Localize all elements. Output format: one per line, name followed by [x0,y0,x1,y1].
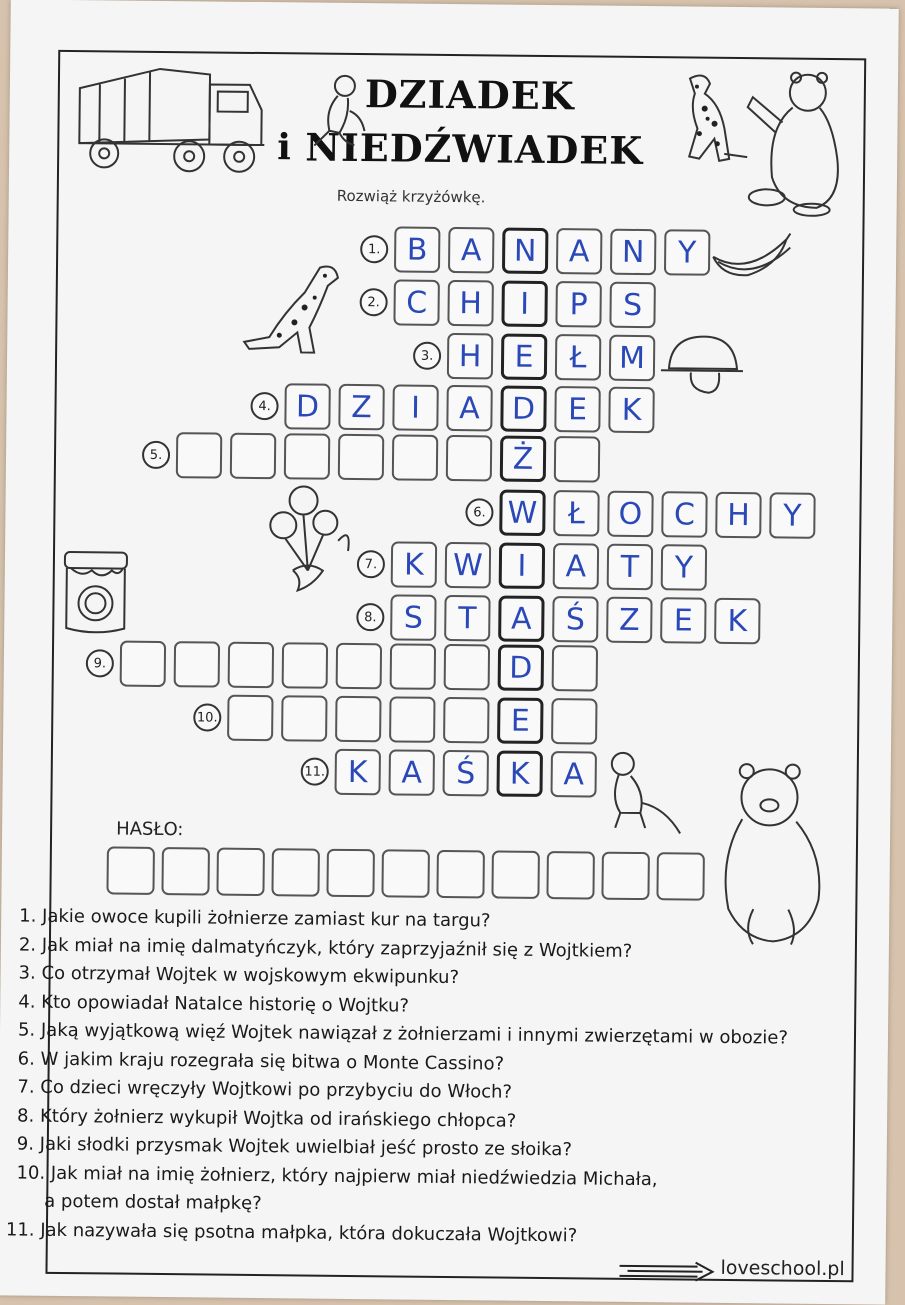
crossword-key-cell[interactable]: D [500,386,546,432]
clue-number: 1. [360,235,388,263]
clue-number: 11. [301,757,329,785]
crossword-cell[interactable]: M [609,335,655,381]
haslo-cell[interactable] [601,852,650,901]
title-prefix: i [277,126,293,169]
dalmatian-icon-2 [239,257,345,358]
crossword-cell[interactable] [443,697,489,743]
crossword-cell[interactable]: E [554,386,600,432]
crossword-cell[interactable] [227,695,273,741]
crossword-cell[interactable] [389,696,435,742]
question-line: 11. Jak nazywała się psotna małpka, która dokuczała Wojtkowi? [5,1218,578,1246]
monkey-icon [309,71,370,152]
clue-number: 8. [356,603,384,631]
crossword-cell[interactable]: A [448,227,494,273]
crossword-key-cell[interactable]: I [501,281,547,327]
crossword-cell[interactable] [284,433,330,479]
crossword-cell[interactable] [338,434,384,480]
crossword-key-cell[interactable]: K [496,751,542,797]
arrow-icon [617,1260,717,1283]
clue-number: 7. [357,550,385,578]
crossword-key-cell[interactable]: N [502,228,548,274]
crossword-key-cell[interactable]: E [501,334,547,380]
crossword-cell[interactable]: S [390,594,436,640]
crossword-cell[interactable]: B [394,226,440,272]
question-line: 1. Jakie owoce kupili żołnierze zamiast kur na targu? [19,905,491,932]
crossword-cell[interactable]: Z [338,384,384,430]
title-line2: NIEDŹWIADEK [305,124,644,174]
crossword-cell[interactable]: A [388,749,434,795]
crossword-key-cell[interactable]: Ż [500,436,546,482]
crossword-cell[interactable] [390,643,436,689]
crossword-cell[interactable]: A [446,385,492,431]
haslo-cell[interactable] [436,850,485,899]
brand-logo-text: loveschool.pl [720,1256,845,1281]
crossword-cell[interactable]: P [555,281,601,327]
crossword-cell[interactable]: N [610,229,656,275]
bear-icon [737,67,849,218]
haslo-cell[interactable] [161,847,210,896]
crossword-key-cell[interactable]: W [499,490,545,536]
crossword-cell[interactable]: C [393,279,439,325]
crossword-cell[interactable] [120,641,166,687]
honey-jar-icon [56,548,135,637]
flowers-icon [263,480,359,596]
crossword-cell[interactable]: S [609,282,655,328]
haslo-cell[interactable] [656,852,705,901]
instruction-text: Rozwiąż krzyżówkę. [336,186,486,207]
crossword-cell[interactable]: K [334,749,380,795]
crossword-key-cell[interactable]: A [498,596,544,642]
haslo-row [11,0,899,9]
question-line: a potem dostał małpkę? [44,1190,262,1215]
clue-number: 10. [193,703,221,731]
crossword-cell[interactable] [230,433,276,479]
crossword-cell[interactable]: W [445,542,491,588]
crossword-cell[interactable] [176,432,222,478]
question-line: 4. Kto opowiadał Natalce historię o Wojtku? [18,991,410,1017]
question-line: 7. Co dzieci wręczyły Wojtkowi po przybyciu do Włoch? [17,1076,513,1103]
crossword-cell[interactable]: A [553,543,599,589]
crossword-cell[interactable]: K [391,541,437,587]
crossword-cell[interactable]: C [661,491,707,537]
crossword-cell[interactable] [446,435,492,481]
haslo-cell[interactable] [216,848,265,897]
question-line: 3. Co otrzymał Wojtek w wojskowym ekwipunku? [18,962,460,989]
crossword-cell[interactable]: Y [664,229,710,275]
question-line: 10. Jak miał na imię żołnierz, który najpierw miał niedźwiedzia Michała, [16,1162,658,1190]
crossword-key-cell[interactable]: I [499,543,545,589]
crossword-cell[interactable] [554,436,600,482]
crossword-cell[interactable]: T [444,595,490,641]
crossword-cell[interactable]: Ś [552,596,598,642]
crossword-cell[interactable]: K [714,598,760,644]
monkey-icon-2 [600,748,686,839]
crossword-cell[interactable]: Ł [553,490,599,536]
question-line: 8. Który żołnierz wykupił Wojtka od irańskiego chłopca? [17,1105,517,1132]
haslo-cell[interactable] [491,850,540,899]
crossword-cell[interactable]: A [556,228,602,274]
crossword-cell[interactable]: Ś [442,750,488,796]
banana-icon [708,227,794,283]
crossword-cell[interactable]: H [447,333,493,379]
haslo-cell[interactable] [106,846,155,895]
question-line: 9. Jaki słodki przysmak Wojtek uwielbiał jeść prosto ze słoika? [16,1133,573,1161]
crossword-cell[interactable] [392,434,438,480]
crossword-cell[interactable] [336,643,382,689]
crossword-cell[interactable]: T [607,544,653,590]
haslo-cell[interactable] [326,849,375,898]
crossword-cell[interactable]: D [284,383,330,429]
crossword-cell[interactable]: Y [661,544,707,590]
clue-number: 3. [413,342,441,370]
haslo-label: HASŁO: [116,818,184,841]
question-line: 2. Jak miał na imię dalmatyńczyk, który zaprzyjaźnił się z Wojtkiem? [18,934,633,962]
crossword-cell[interactable] [281,695,327,741]
crossword-cell[interactable] [552,645,598,691]
helmet-icon [659,328,745,399]
clue-number: 4. [250,392,278,420]
crossword-cell[interactable]: O [607,491,653,537]
crossword-cell[interactable] [551,698,597,744]
crossword-cell[interactable] [444,644,490,690]
haslo-cell[interactable] [381,849,430,898]
crossword-cell[interactable]: H [715,492,761,538]
clue-number: 2. [360,288,388,316]
title-line1: DZIADEK [364,71,575,119]
crossword-cell[interactable] [282,642,328,688]
crossword-cell[interactable] [174,641,220,687]
crossword-cell[interactable] [335,696,381,742]
crossword-cell[interactable]: Ł [555,334,601,380]
question-line: 5. Jaką wyjątkową więź Wojtek nawiązał z żołnierzami i innymi zwierzętami w obozie? [17,1019,789,1049]
clue-number: 6. [465,498,493,526]
clue-number: 9. [86,649,114,677]
crossword-cell[interactable]: I [392,384,438,430]
crossword-cell[interactable]: Y [769,492,815,538]
crossword-cell[interactable]: E [660,597,706,643]
crossword-cell[interactable]: Z [606,597,652,643]
standing-bear-icon [713,759,835,950]
crossword-cell[interactable]: H [447,280,493,326]
haslo-cell[interactable] [271,848,320,897]
question-line: 6. W jakim kraju rozegrała się bitwa o Monte Cassino? [17,1048,505,1075]
haslo-cell[interactable] [546,851,595,900]
crossword-cell[interactable] [228,642,274,688]
crossword-cell[interactable]: K [608,387,654,433]
crossword-cell[interactable]: A [550,751,596,797]
crossword-key-cell[interactable]: D [498,645,544,691]
clue-number: 5. [142,441,170,469]
crossword-key-cell[interactable]: E [497,698,543,744]
truck-icon [69,58,270,180]
